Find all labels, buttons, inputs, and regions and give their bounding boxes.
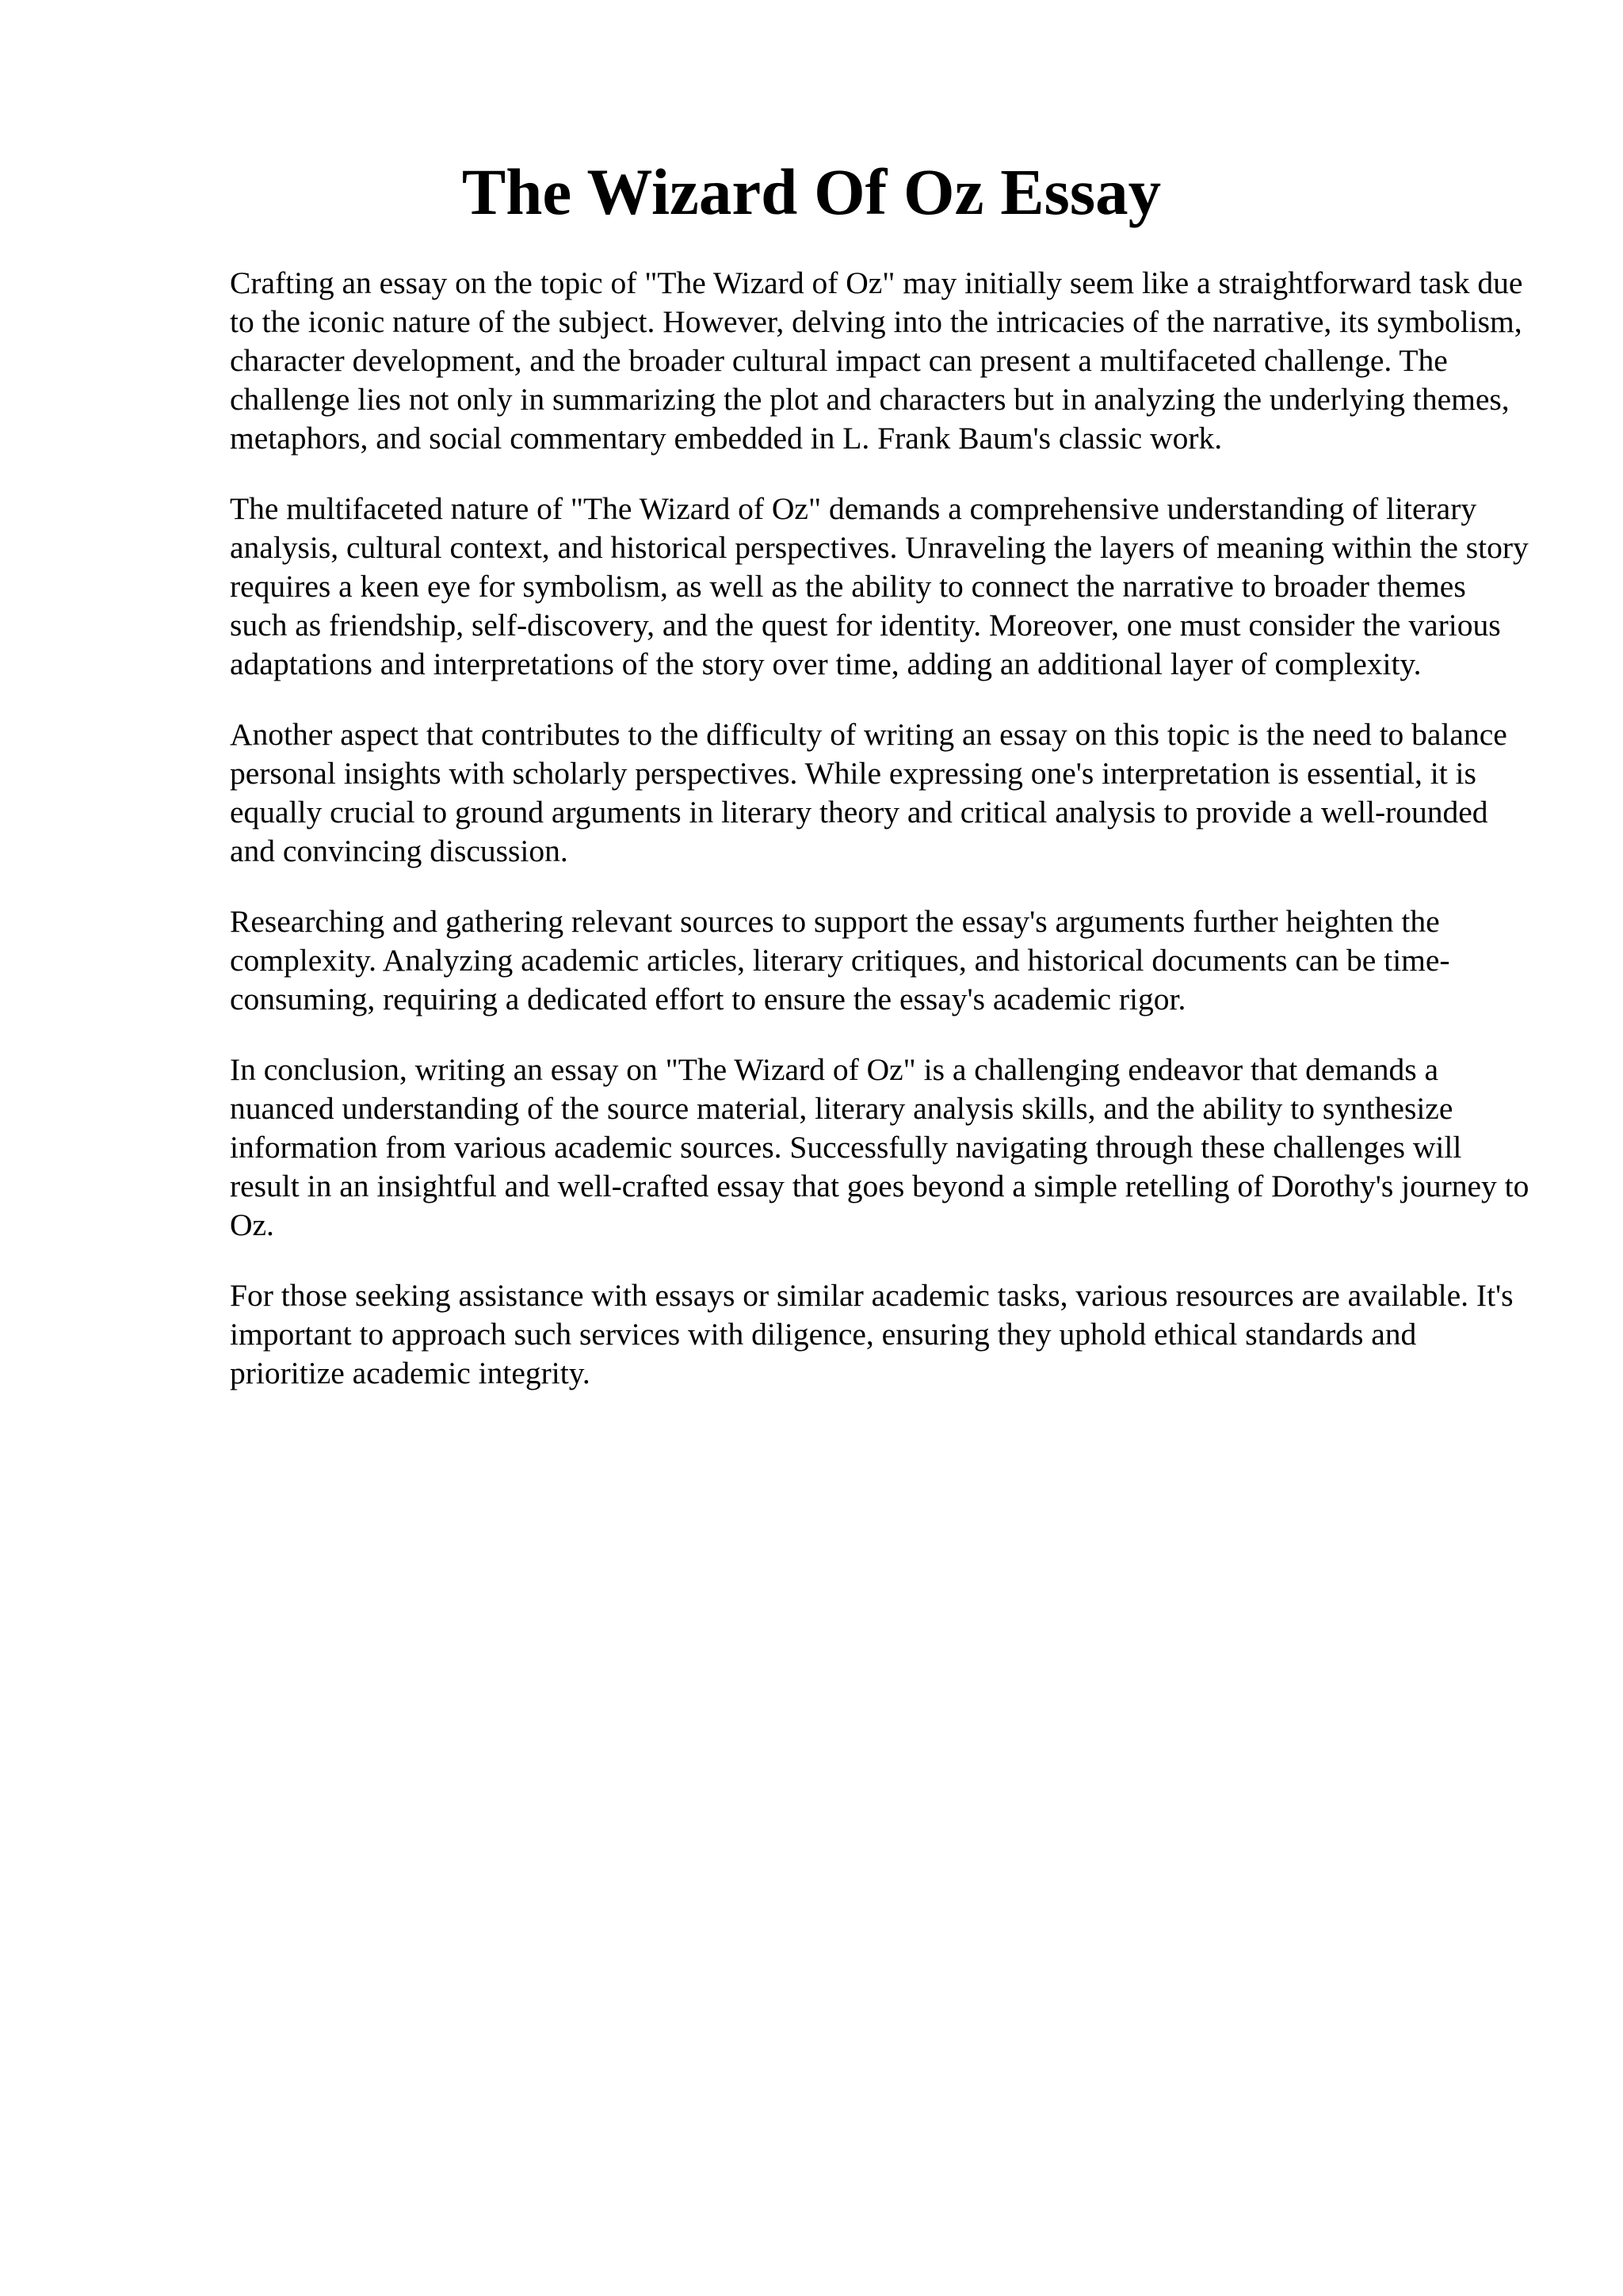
paragraph-6: For those seeking assistance with essays or similar academic tasks, various resources are available. It's important to approach such services with diligence, ensuring they uphold ethical standards and prioritize academic integrity. <box>230 1278 1514 1390</box>
paragraph-4: Researching and gathering relevant sources to support the essay's arguments further heighten the complexity. Analyzing academic articles, literary critiques, and historical documents can be time-consuming, requiring a dedicated effort to ensure the essay's academic rigor. <box>230 904 1450 1016</box>
essay-body <box>230 264 1529 1425</box>
paragraph-2: The multifaceted nature of "The Wizard of Oz" demands a comprehensive understanding of literary analysis, cultural context, and historical perspectives. Unraveling the layers of meaning within the story requires a keen eye for symbolism, as well as the ability to connect the narrative to broader themes such as friendship, self-discovery, and the quest for identity. Moreover, one must consider the various adaptations and interpretations of the story over time, adding an additional layer of complexity. <box>230 491 1529 681</box>
paragraph-1: Crafting an essay on the topic of "The Wizard of Oz" may initially seem like a straightforward task due to the iconic nature of the subject. However, delving into the intricacies of the narrative, its symbolism, character development, and the broader cultural impact can present a multifaceted challenge. The challenge lies not only in summarizing the plot and characters but in analyzing the underlying themes, metaphors, and social commentary embedded in L. Frank Baum's classic work. <box>230 265 1523 456</box>
paragraph-5: In conclusion, writing an essay on "The Wizard of Oz" is a challenging endeavor that demands a nuanced understanding of the source material, literary analysis skills, and the ability to synthesize information from various academic sources. Successfully navigating through these challenges will result in an insightful and well-crafted essay that goes beyond a simple retelling of Dorothy's journey to Oz. <box>230 1052 1529 1242</box>
paragraph-3: Another aspect that contributes to the difficulty of writing an essay on this topic is the need to balance personal insights with scholarly perspectives. While expressing one's interpretation is essential, it is equally crucial to ground arguments in literary theory and critical analysis to provide a well-rounded and convincing discussion. <box>230 717 1507 868</box>
page-title: The Wizard Of Oz Essay <box>461 155 1162 228</box>
